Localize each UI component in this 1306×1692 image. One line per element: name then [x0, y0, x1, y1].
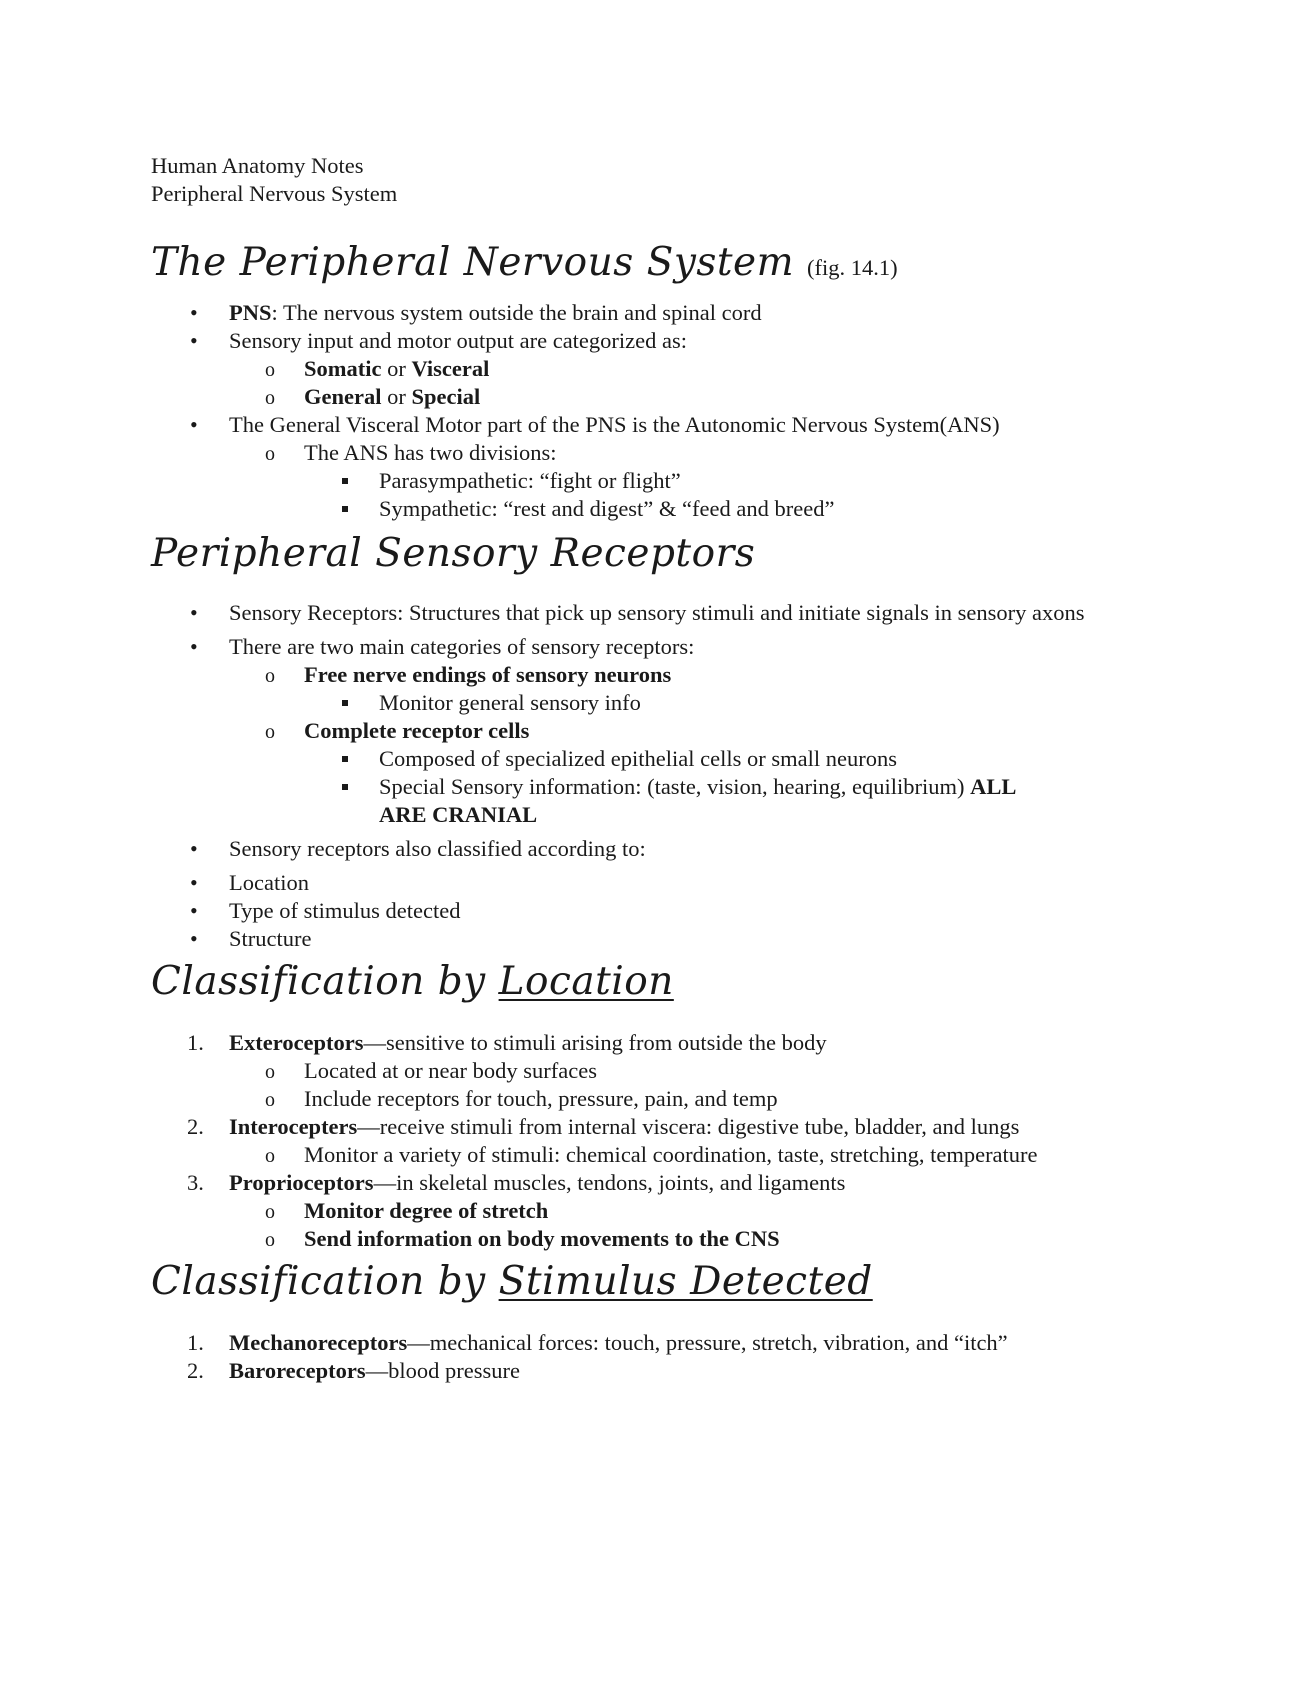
- bullet-icon: [190, 299, 212, 327]
- bullet-icon: [190, 633, 212, 661]
- numbered-list: [151, 1029, 1161, 1253]
- list-number: 2.: [187, 1358, 204, 1383]
- section-heading-location: [151, 957, 1161, 1007]
- list-item: o Send information on body movements to the CNS: [151, 1225, 1161, 1253]
- list-item: Special Sensory information: (taste, vision, hearing, equilibrium) ALL ARE CRANIAL: [151, 773, 1161, 829]
- list-item: • Sensory receptors also classified according to:: [151, 835, 1161, 863]
- list-item: • There are two main categories of sensory receptors:: [151, 633, 1161, 661]
- bullet-icon: [190, 897, 212, 925]
- bullet-icon: [190, 327, 212, 355]
- list-item: 1. Mechanoreceptors—mechanical forces: touch, pressure, stretch, vibration, and “itch”: [187, 1330, 1008, 1355]
- circle-bullet-icon: [265, 1225, 287, 1254]
- bullet-icon: [190, 599, 212, 627]
- circle-bullet-icon: [265, 1141, 287, 1170]
- circle-bullet-icon: [265, 355, 287, 384]
- circle-bullet-icon: [265, 1085, 287, 1114]
- list-item: Parasympathetic: “fight or flight”: [151, 467, 1161, 495]
- bullet-icon: [190, 835, 212, 863]
- list-item: o Free nerve endings of sensory neurons: [151, 661, 1161, 689]
- numbered-list: [151, 1329, 1161, 1385]
- list-item: o Located at or near body surfaces: [151, 1057, 1161, 1085]
- section-heading-text: Peripheral Sensory Receptors: [151, 531, 756, 576]
- list-number: 1.: [187, 1330, 204, 1355]
- list-item: o Somatic or Visceral: [151, 355, 1161, 383]
- bullet-icon: [190, 925, 212, 953]
- bullet-icon: [190, 411, 212, 439]
- course-title: Human Anatomy Notes: [151, 153, 364, 178]
- list-item: • Sensory input and motor output are categorized as:: [151, 327, 1161, 355]
- list-item: • PNS: The nervous system outside the brain and spinal cord: [151, 299, 1161, 327]
- list-item: 2. Interocepters—receive stimuli from internal viscera: digestive tube, bladder, and lungs: [187, 1114, 1020, 1139]
- circle-bullet-icon: [265, 1197, 287, 1226]
- list-item: 2. Baroreceptors—blood pressure: [187, 1358, 520, 1383]
- section-list: [151, 599, 1161, 953]
- section-heading-stimulus: [151, 1257, 1161, 1307]
- square-bullet-icon: [342, 773, 364, 801]
- list-item: • Location: [151, 869, 1161, 897]
- section-heading-receptors: [151, 529, 1161, 579]
- circle-bullet-icon: [265, 717, 287, 746]
- figure-reference: (fig. 14.1): [807, 255, 898, 280]
- list-item: Sympathetic: “rest and digest” & “feed and breed”: [151, 495, 1161, 523]
- section-heading-text: Classification by: [151, 959, 499, 1004]
- list-item: o Monitor a variety of stimuli: chemical coordination, taste, stretching, temperature: [151, 1141, 1161, 1169]
- section-heading-text: The Peripheral Nervous System: [151, 240, 795, 285]
- list-number: 2.: [187, 1114, 204, 1139]
- circle-bullet-icon: [265, 383, 287, 412]
- section-heading-pns: [151, 238, 1161, 293]
- list-item: o The ANS has two divisions:: [151, 439, 1161, 467]
- list-item: • Sensory Receptors: Structures that pick up sensory stimuli and initiate signals in sensory axons: [151, 599, 1161, 627]
- list-item: • Structure: [151, 925, 1161, 953]
- section-list: [151, 299, 1161, 523]
- section-heading-text: Classification by: [151, 1259, 499, 1304]
- bullet-icon: [190, 869, 212, 897]
- list-item: o Complete receptor cells: [151, 717, 1161, 745]
- list-item: o Include receptors for touch, pressure, pain, and temp: [151, 1085, 1161, 1113]
- list-number: 3.: [187, 1170, 204, 1195]
- list-item: • The General Visceral Motor part of the PNS is the Autonomic Nervous System(ANS): [151, 411, 1161, 439]
- square-bullet-icon: [342, 745, 364, 773]
- list-item: • Type of stimulus detected: [151, 897, 1161, 925]
- list-item: 1. Exteroceptors—sensitive to stimuli arising from outside the body: [187, 1030, 827, 1055]
- list-item: o General or Special: [151, 383, 1161, 411]
- circle-bullet-icon: [265, 1057, 287, 1086]
- list-item: o Monitor degree of stretch: [151, 1197, 1161, 1225]
- circle-bullet-icon: [265, 439, 287, 468]
- section-heading-underlined: Location: [498, 959, 674, 1004]
- square-bullet-icon: [342, 467, 364, 495]
- circle-bullet-icon: [265, 661, 287, 690]
- notes-body: [151, 152, 1161, 1385]
- section-heading-underlined: Stimulus Detected: [498, 1259, 873, 1304]
- list-item: Composed of specialized epithelial cells or small neurons: [151, 745, 1161, 773]
- topic-title: Peripheral Nervous System: [151, 181, 398, 206]
- square-bullet-icon: [342, 689, 364, 717]
- list-number: 1.: [187, 1030, 204, 1055]
- square-bullet-icon: [342, 495, 364, 523]
- list-item: Monitor general sensory info: [151, 689, 1161, 717]
- list-item: 3. Proprioceptors—in skeletal muscles, tendons, joints, and ligaments: [187, 1170, 846, 1195]
